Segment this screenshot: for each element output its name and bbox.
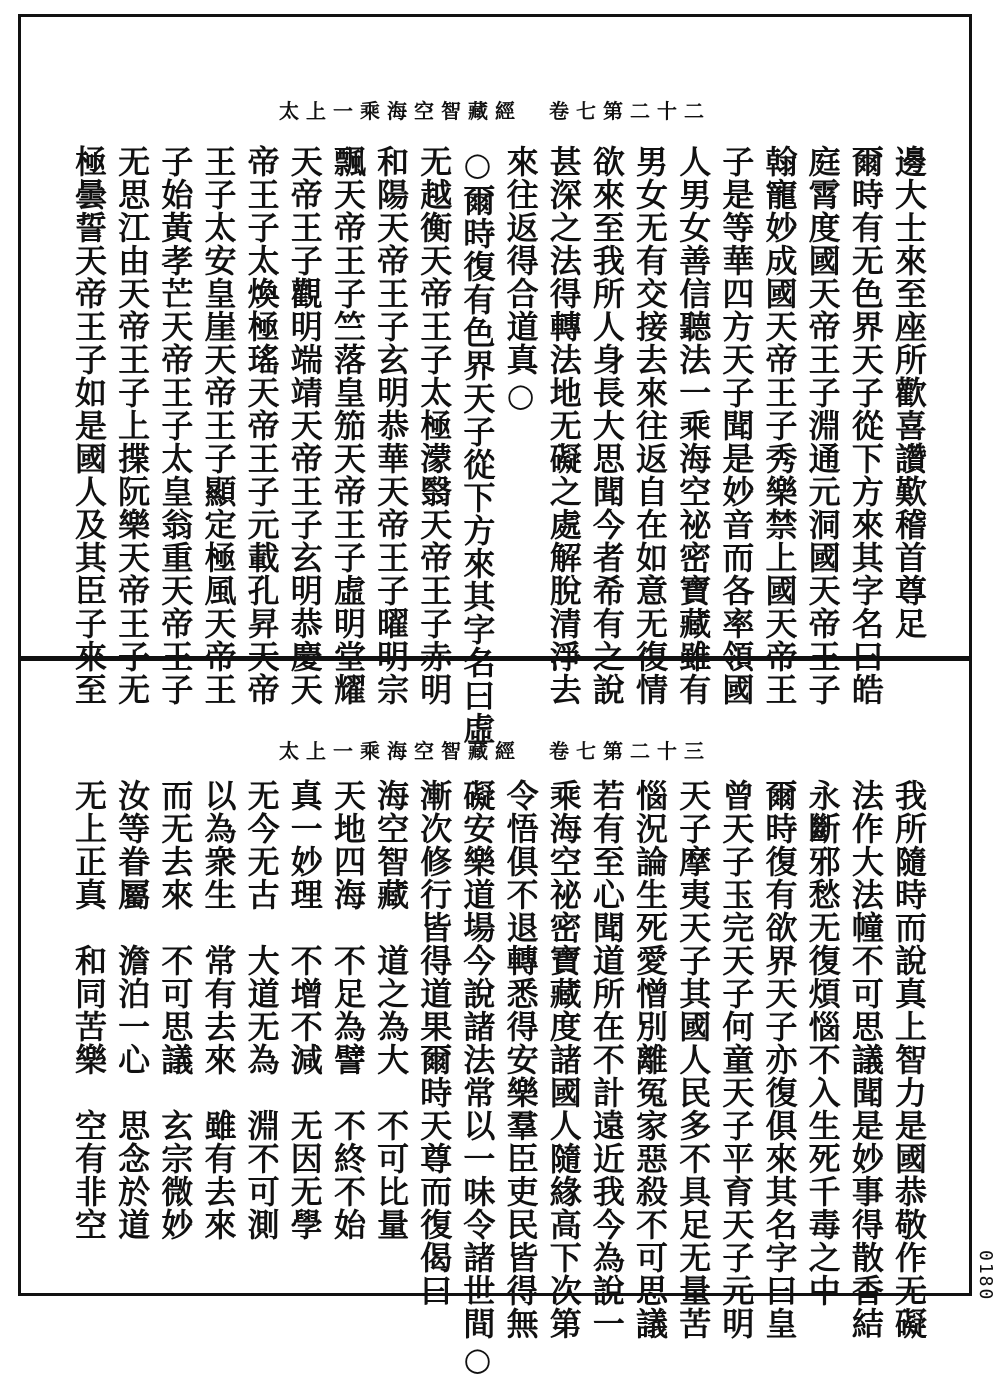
text-column: 男女无有交接去來往返自在如意无復情	[631, 145, 670, 706]
text-column: 庭霄度國天帝王子淵通元洞國天帝王子	[803, 145, 842, 706]
text-column: 邊大士來至座所歡喜讚歎稽首尊足	[889, 145, 928, 640]
text-column: 來往返得合道真○	[501, 145, 540, 415]
text-column: 无思江由天帝王子上揲阮樂天帝王子无	[113, 145, 152, 706]
text-column: 礙安樂道場今說諸法常以一味令諸世間○	[458, 779, 497, 1379]
text-column: 飄天帝王子竺落皇笳天帝王子虛明堂耀	[328, 145, 367, 706]
text-column: 无今无古 大道无為 淵不可測	[242, 779, 281, 1241]
text-column: 曾天子玉完天子何童天子平育天子元明	[717, 779, 756, 1340]
text-column: 翰寵妙成國天帝王子秀樂禁上國天帝王	[760, 145, 799, 706]
top-page-panel	[18, 14, 972, 745]
text-column: 我所隨時而說真上智力是國恭敬作无礙	[889, 779, 928, 1340]
text-column: 惱況論生死愛憎別離冤家惡殺不可思議	[631, 779, 670, 1340]
text-column: 漸次修行皆得道果爾時天尊而復偈曰	[415, 779, 454, 1307]
text-column: 子是等華四方天子聞是妙音而各率領國	[717, 145, 756, 706]
text-column: 无上正真 和同苦樂 空有非空	[70, 779, 108, 1241]
text-column: 天地四海 不足為譬 不終不始	[328, 779, 367, 1241]
bottom-page-header: 太上一乘海空智藏經 卷七第二十三	[279, 739, 711, 763]
text-column: 海空智藏 道之為大 不可比量	[372, 779, 411, 1241]
text-column: 甚深之法得轉法地无礙之處解脫清淨去	[544, 145, 583, 706]
text-column: 永斷邪愁无復煩惱不入生死千毒之中	[803, 779, 842, 1307]
text-column: ○爾時復有色界天子從下方來其字名曰虛	[458, 145, 497, 745]
text-column: 乘海空祕密寶藏度諸國人隨緣高下次第	[544, 779, 583, 1340]
text-column: 天子摩夷天子其國人民多不具足无量苦	[674, 779, 713, 1340]
text-column: 真一妙理 不增不減 无因无學	[285, 779, 324, 1241]
text-column: 令悟俱不退轉悉得安樂羣臣吏民皆得無	[501, 779, 540, 1340]
bottom-page-panel	[18, 658, 972, 1379]
text-column: 王子太安皇崖天帝王子顯定極風天帝王	[199, 145, 238, 706]
text-column: 爾時有无色界天子從下方來其字名曰皓	[846, 145, 885, 706]
text-column: 法作大法幢不可思議聞是妙事得散香結	[846, 779, 885, 1340]
text-column: 爾時復有欲界天子亦復俱來其名字曰皇	[760, 779, 799, 1340]
text-column: 而无去來 不可思議 玄宗微妙	[156, 779, 195, 1241]
text-column: 子始黃孝芒天帝王子太皇翁重天帝王子	[156, 145, 195, 706]
text-column: 汝等眷屬 澹泊一心 思念於道	[113, 779, 152, 1241]
top-page-text	[69, 145, 929, 745]
text-column: 帝王子太煥極瑤天帝王子元載孔昇天帝	[242, 145, 281, 706]
top-page-header: 太上一乘海空智藏經 卷七第二十二	[279, 99, 711, 123]
bottom-page-text	[69, 779, 929, 1379]
text-column: 若有至心聞道所在不計遠近我今為說一	[587, 779, 626, 1340]
text-column: 極曇誓天帝王子如是國人及其臣子來至	[70, 145, 108, 706]
text-column: 以為衆生 常有去來 雖有去來	[199, 779, 238, 1241]
text-column: 人男女善信聽法一乘海空祕密寶藏雖有	[674, 145, 713, 706]
text-column: 天帝王子觀明端靖天帝王子玄明恭慶天	[285, 145, 324, 706]
text-column: 无越衡天帝王子太極濛翳天帝王子赤明	[415, 145, 454, 706]
text-column: 和陽天帝王子玄明恭華天帝王子曜明宗	[372, 145, 411, 706]
text-column: 欲來至我所人身長大思聞今者希有之說	[587, 145, 626, 706]
page-number: 0180	[975, 1249, 996, 1301]
